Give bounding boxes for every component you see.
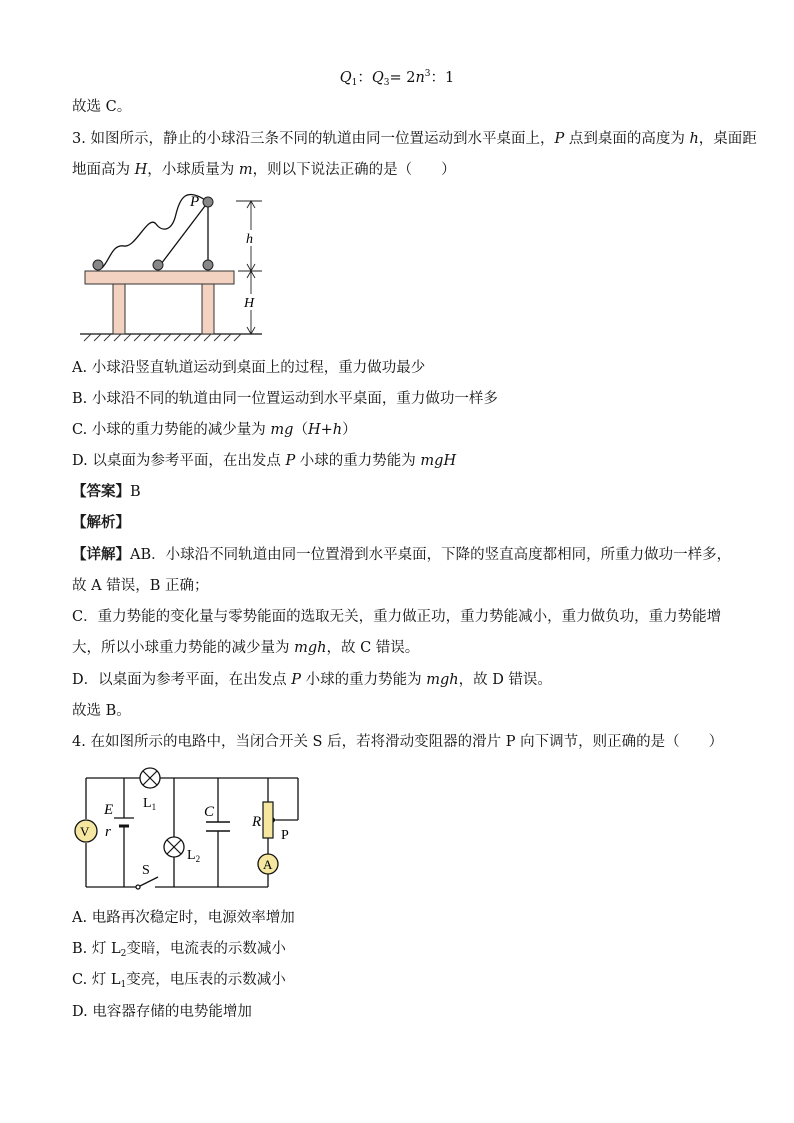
q3-stem-m: m [238,162,253,178]
detail-text: D．以桌面为参考平面，在出发点 [72,672,292,688]
analysis-tag: 【解析】 [72,514,130,531]
q4-option-c-text: C. 灯 L [72,972,121,988]
q4-option-b-sub: 2 [120,949,127,959]
ball-middle [153,260,163,270]
formula-q1: Q [339,70,352,86]
q3-option-c [72,420,357,440]
formula-pow: 3 [424,69,431,79]
detail-text: ，故 D 错误。 [458,672,552,688]
q3-detail-2: 故 A 错误，B 正确； [72,578,209,594]
q3-option-c-paren: ） [342,422,357,438]
label-P: P [190,194,200,210]
detail-tag: 【详解】 [72,546,130,563]
table-leg-left [113,284,125,334]
switch-pivot [136,885,140,889]
label-L2: $L_2$ [187,848,201,864]
formula-q3-sub: 3 [383,78,390,88]
q3-analysis [72,513,130,533]
q3-stem-H: H [134,162,148,178]
q3-option-c-text: C. 小球的重力势能的减少量为 [72,422,271,438]
label-L1: $L_1$ [143,796,157,812]
label-R: R [252,814,262,830]
q3-detail-3: C．重力势能的变化量与零势能面的选取无关，重力做正功，重力势能减小，重力做负功，重力势能增 [72,609,722,625]
answer-value: B [130,484,141,500]
label-C: C [204,804,215,820]
q4-option-d: D. 电容器存储的电势能增加 [72,1004,252,1020]
q3-option-c-paren: （ [293,422,308,438]
formula-line [0,66,794,88]
table-leg-right [202,284,214,334]
q4-option-c [72,970,286,995]
formula-sep2: ：1 [430,70,455,86]
formula-q1-sub: 1 [351,78,358,88]
label-r: r [105,824,111,840]
q3-stem-text: 3. 如图所示，静止的小球沿三条不同的轨道由同一位置运动到水平桌面上， [72,131,555,147]
q3-option-c-mg: mg [270,422,294,438]
voltmeter-label: V [80,824,90,839]
q3-option-c-Hh: H+h [307,422,343,438]
q4-option-b [72,939,286,964]
q3-stem-text: ，则以下说法正确的是（ ） [252,162,456,178]
detail-text: ，故 C 错误。 [326,640,420,656]
q4-option-b-text: 变暗，电流表的示数减小 [126,941,286,957]
q3-stem-text: ，桌面距 [698,131,757,147]
detail-text: AB．小球沿不同轨道由同一位置滑到水平桌面，下降的竖直高度都相同，所重力做功一样多， [130,547,732,563]
ball-right [203,260,213,270]
q3-stem-text: 点到桌面的高度为 [564,131,690,147]
q4-option-c-text: 变亮，电压表的示数减小 [126,972,286,988]
q3-option-d-text: D. 以桌面为参考平面，在出发点 [72,453,286,469]
detail-mgh: mgh [426,672,459,688]
q3-stem-h: h [689,131,699,147]
answer-tag: 【答案】 [72,483,130,500]
label-E: E [104,802,114,818]
label-P: P [281,828,289,843]
q3-detail-1 [72,545,731,565]
formula-eq: = 2 [389,70,416,86]
ball-left [93,260,103,270]
ground-hatch [84,334,241,341]
q3-option-d-P: P [285,453,296,469]
q3-stem-p: P [554,131,565,147]
q4-option-b-text: B. 灯 L [72,941,121,957]
ammeter-label: A [263,857,273,872]
q3-answer [72,482,141,502]
q4-option-a: A. 电路再次稳定时，电源效率增加 [72,910,295,926]
rheostat-body [263,802,273,838]
ball-top [203,197,213,207]
formula-sep: ： [357,70,372,86]
q3-choice: 故选 B。 [72,703,131,719]
track-incline [158,202,208,268]
formula-q3: Q [371,70,384,86]
q3-option-d-text: 小球的重力势能为 [295,453,421,469]
q3-stem-text: 地面高为 [72,162,135,178]
q3-stem-text: ，小球质量为 [147,162,239,178]
table-top [85,271,234,284]
label-h: h [246,232,253,247]
q3-stem-line1 [72,129,757,149]
q3-stem-line2 [72,160,456,180]
detail-mgh: mgh [294,640,327,656]
formula-n: n [415,70,425,86]
q3-option-b: B. 小球沿不同的轨道由同一位置运动到水平桌面，重力做功一样多 [72,391,498,407]
q4-option-c-sub: 1 [120,980,127,990]
label-S: S [142,863,150,878]
q4-figure-circuit [70,760,310,895]
q3-detail-5 [72,670,552,690]
q3-option-d [72,451,456,471]
q2-choice: 故选 C。 [72,99,132,115]
detail-P: P [291,672,301,688]
q3-option-a: A. 小球沿竖直轨道运动到桌面上的过程，重力做功最少 [72,360,426,376]
slider-arrow [273,817,276,823]
q3-option-d-mgH: mgH [420,453,457,469]
detail-text: 大，所以小球重力势能的减少量为 [72,640,295,656]
q3-figure-table [76,188,276,343]
label-H: H [244,296,255,311]
q4-stem: 4. 在如图所示的电路中，当闭合开关 S 后，若将滑动变阻器的滑片 P 向下调节，则正确的是（ ） [72,734,724,750]
switch-arm [140,877,158,886]
detail-text: 小球的重力势能为 [301,672,427,688]
q3-detail-4 [72,638,419,658]
